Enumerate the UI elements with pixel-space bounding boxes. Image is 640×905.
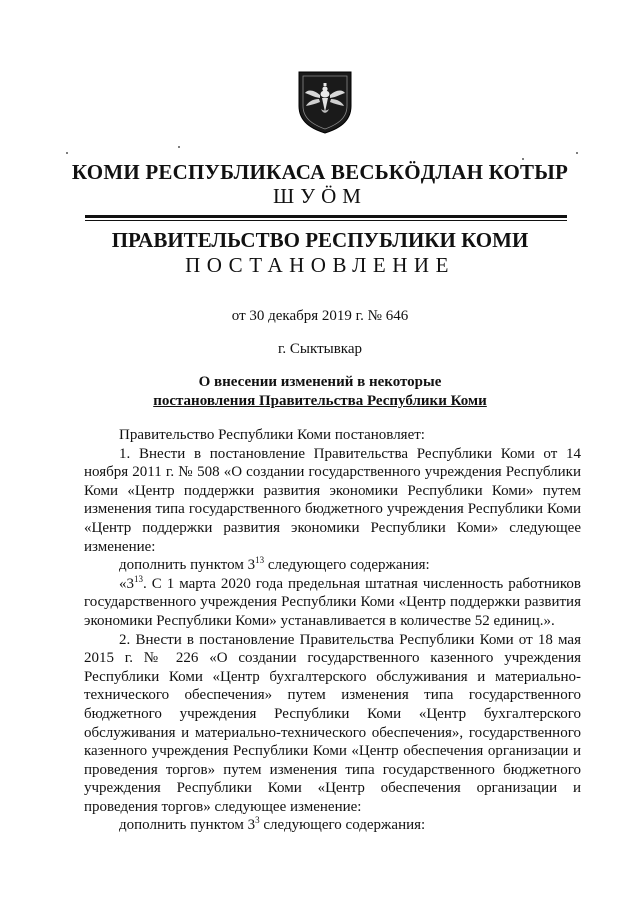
russian-government-name: ПРАВИТЕЛЬСТВО РЕСПУБЛИКИ КОМИ — [111, 228, 529, 252]
text-fragment: дополнить пунктом 3 — [119, 557, 256, 574]
document-title — [0, 373, 640, 411]
paragraph-item-2-addition — [84, 816, 581, 835]
komi-document-type: ШУӦМ — [273, 184, 367, 208]
text-fragment: . С 1 марта 2020 года предельная штатная численность работников государственного учреждения Республики Коми «Центр поддержки развития экономики Республики Коми» устанавливается в количестве 52 единиц.». — [84, 575, 581, 629]
paragraph-preamble: Правительство Республики Коми постановляет: — [119, 427, 425, 443]
scan-speck — [576, 152, 578, 154]
scan-speck — [178, 146, 180, 148]
text-fragment: дополнить пунктом 3 — [119, 817, 256, 834]
paragraph-item-1: 1. Внести в постановление Правительства Республики Коми от 14 ноября 2011 г. № 508 «О создании государственного учреждения Республики Коми «Центр поддержки развития экономики Республики Коми» путем изменения типа государственного бюджетного учреждения Республики Коми «Центр поддержки развития экономики Республики Коми» следующее изменение: — [84, 445, 581, 555]
document-city: г. Сыктывкар — [277, 341, 363, 357]
paragraph-item-2: 2. Внести в постановление Правительства Республики Коми от 18 мая 2015 г. № 226 «О создании государственного казенного учреждения Республики Коми «Центр бухгалтерского обслуживания и материально-технического обеспечения» путем изменения типа государственного бюджетного учреждения Республики Коми «Центр бухгалтерского обслуживания и материально-технического обеспечения», государственного казенного учреждения Республики Коми «Центр обеспечения организации и проведения торгов» путем изменения типа государственного бюджетного учреждения Республики Коми «Центр обеспечения организации и проведения торгов» следующее изменение: — [84, 631, 581, 815]
text-fragment: следующего содержания: — [264, 557, 430, 574]
scan-speck — [522, 158, 524, 160]
document-date-number: от 30 декабря 2019 г. № 646 — [231, 308, 409, 324]
russian-document-type: ПОСТАНОВЛЕНИЕ — [185, 253, 455, 277]
komi-government-name: КОМИ РЕСПУБЛИКАСА ВЕСЬКӦДЛАН КОТЫР — [71, 160, 569, 184]
document-title-line1: О внесении изменений в некоторые — [198, 374, 442, 390]
text-fragment: «3 — [119, 575, 134, 592]
paragraph-item-1-addition — [84, 556, 581, 575]
document-body — [84, 426, 581, 835]
superscript: 13 — [255, 555, 265, 566]
komi-coat-of-arms-icon — [296, 68, 354, 134]
scan-speck — [66, 152, 68, 154]
superscript: 3 — [255, 815, 260, 826]
paragraph-item-1-content — [84, 575, 581, 631]
header-divider-thick — [85, 215, 567, 218]
header-divider-thin — [85, 220, 567, 221]
superscript: 13 — [134, 573, 143, 584]
text-fragment: следующего содержания: — [259, 817, 426, 834]
document-title-line2: постановления Правительства Республики Коми — [153, 393, 487, 409]
